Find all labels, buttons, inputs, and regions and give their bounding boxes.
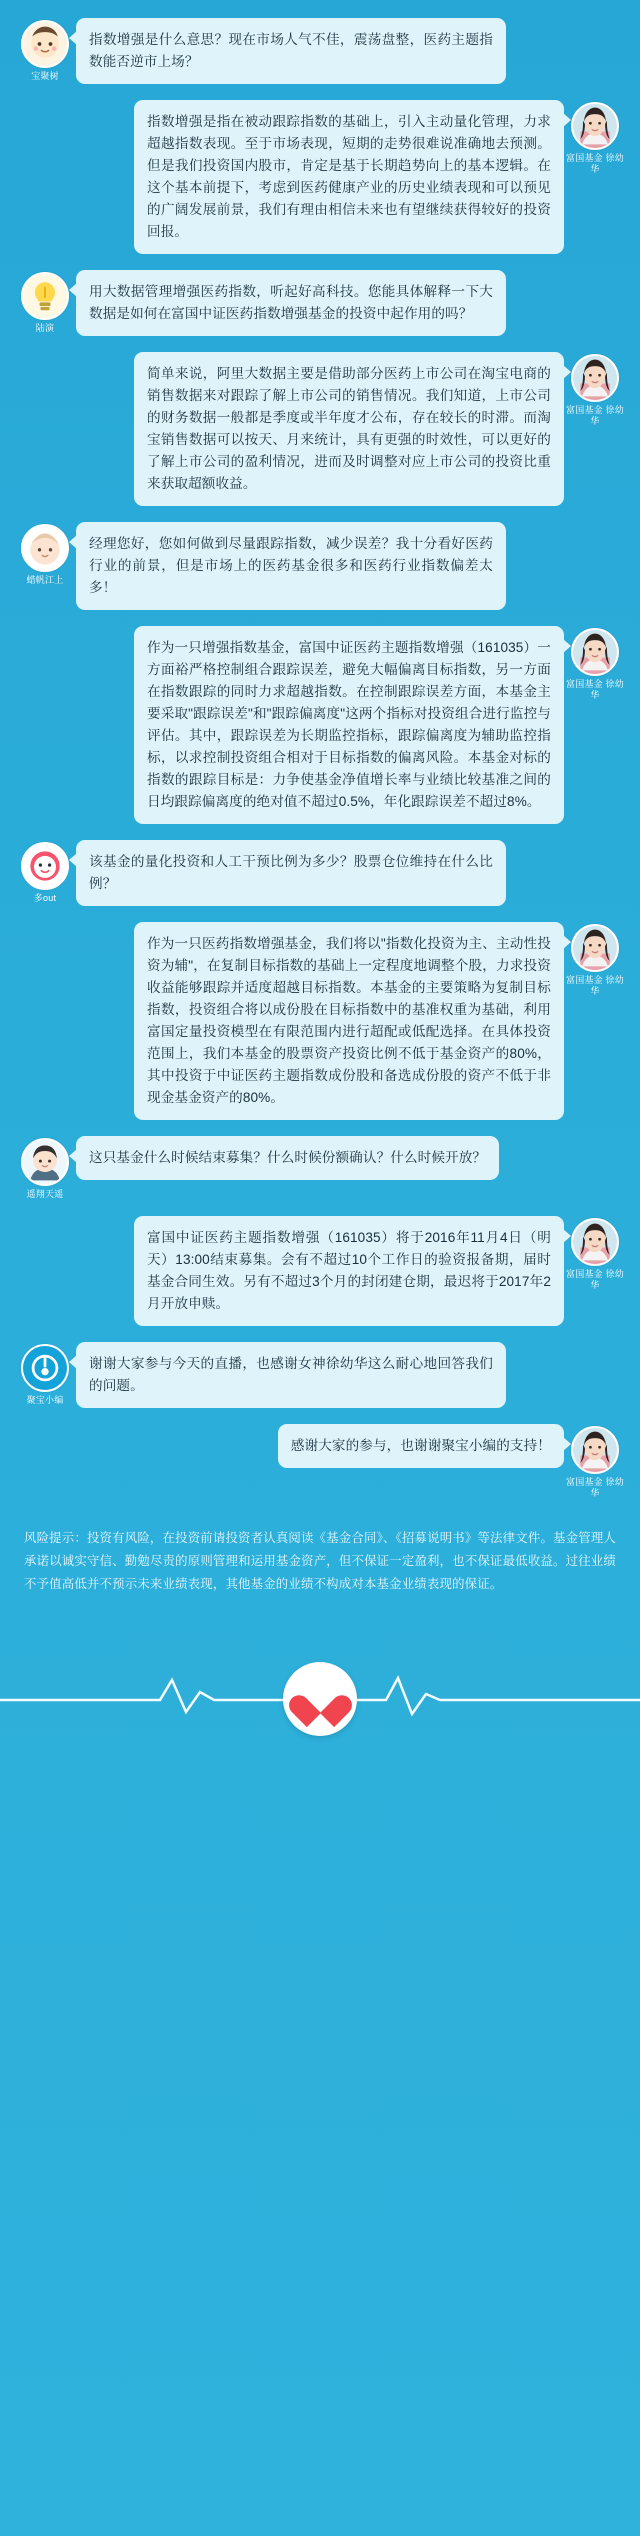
speaker-name: 富国基金 徐幼华 <box>566 1477 624 1498</box>
footer-decoration <box>0 1630 640 1750</box>
message-bubble: 这只基金什么时候结束募集？什么时候份额确认？什么时候开放？ <box>76 1136 499 1180</box>
avatar-block <box>564 626 626 701</box>
message-bubble: 感谢大家的参与，也谢谢聚宝小编的支持！ <box>278 1424 564 1468</box>
chat-message-row <box>14 1216 626 1326</box>
avatar-block <box>14 1342 76 1406</box>
avatar-block <box>14 270 76 334</box>
woman-portrait-icon[interactable] <box>571 924 619 972</box>
avatar-block <box>14 840 76 904</box>
avatar-block <box>564 1424 626 1499</box>
pink-face-icon[interactable] <box>21 842 69 890</box>
message-bubble: 作为一只增强指数基金，富国中证医药主题指数增强（161035）一方面裕严格控制组合跟踪误差，避免大幅偏离目标指数，另一方面在指数跟踪的同时力求超越指数。在控制跟踪误差方面，本基金主要采取"跟踪误差"和"跟踪偏离度"这两个指标对投资组合进行监控与评估。其中，跟踪误差为长期监控指标，跟踪偏离度为辅助监控指标，以求控制投资组合相对于目标指数的偏离风险。本基金对标的指数的跟踪目标是：力争使基金净值增长率与业绩比较基准之间的日均跟踪偏离度的绝对值不超过0.5%，年化跟踪误差不超过8%。 <box>134 626 564 824</box>
chat-message-row <box>14 840 626 906</box>
speaker-name: 富国基金 徐幼华 <box>566 975 624 996</box>
speaker-name: 陆演 <box>35 323 55 333</box>
chat-message-row <box>14 1342 626 1408</box>
woman-portrait-icon[interactable] <box>571 628 619 676</box>
avatar-block <box>564 1216 626 1291</box>
chat-message-row <box>14 18 626 84</box>
chat-message-row <box>14 522 626 610</box>
chat-message-row <box>14 1136 626 1200</box>
message-bubble: 指数增强是指在被动跟踪指数的基础上，引入主动量化管理，力求超越指数表现。至于市场表现，短期的走势很难说准确地去预测。但是我们投资国内股市，肯定是基于长期趋势向上的基本逻辑。在这个基本前提下，考虑到医药健康产业的历史业绩表现和可以预见的广阔发展前景，我们有理由相信未来也有望继续获得较好的投资回报。 <box>134 100 564 254</box>
chat-message-row <box>14 1424 626 1499</box>
woman-portrait-icon[interactable] <box>571 1426 619 1474</box>
girl-face-icon[interactable] <box>21 1138 69 1186</box>
chat-message-row <box>14 626 626 824</box>
speaker-name: 蜡帆江上 <box>26 575 64 585</box>
chat-message-row <box>14 922 626 1120</box>
avatar-block <box>564 922 626 997</box>
speaker-name: 多out <box>33 893 57 903</box>
message-bubble: 经理您好，您如何做到尽量跟踪指数，减少误差？我十分看好医药行业的前景，但是市场上的医药基金很多和医药行业指数偏差太多！ <box>76 522 506 610</box>
message-bubble: 富国中证医药主题指数增强（161035）将于2016年11月4日（明天）13:00结束募集。会有不超过10个工作日的验资报备期，届时基金合同生效。另有不超过3个月的封闭建仓期，最迟将于2017年2月开放申赎。 <box>134 1216 564 1326</box>
user-face-icon-2[interactable] <box>21 524 69 572</box>
chat-message-row <box>14 270 626 336</box>
message-bubble: 该基金的量化投资和人工干预比例为多少？股票仓位维持在什么比例？ <box>76 840 506 906</box>
speaker-name: 富国基金 徐幼华 <box>566 679 624 700</box>
woman-portrait-icon[interactable] <box>571 354 619 402</box>
lightbulb-icon[interactable] <box>21 272 69 320</box>
avatar-block <box>564 100 626 175</box>
speaker-name: 宝聚树 <box>31 71 59 81</box>
risk-disclaimer: 风险提示：投资有风险，在投资前请投资者认真阅读《基金合同》、《招募说明书》等法律文件。基金管理人承诺以诚实守信、勤勉尽责的原则管理和运用基金资产，但不保证一定盈利，也不保证最低收益。过往业绩不予值高低并不预示未来业绩表现，其他基金的业绩不构成对本基金业绩表现的保证。 <box>24 1531 616 1591</box>
message-bubble: 谢谢大家参与今天的直播，也感谢女神徐幼华这么耐心地回答我们的问题。 <box>76 1342 506 1408</box>
speaker-name: 富国基金 徐幼华 <box>566 1269 624 1290</box>
user-face-icon-1[interactable] <box>21 20 69 68</box>
avatar-block <box>14 18 76 82</box>
woman-portrait-icon[interactable] <box>571 102 619 150</box>
message-bubble: 指数增强是什么意思？现在市场人气不佳，震荡盘整，医药主题指数能否逆市上场？ <box>76 18 506 84</box>
heart-badge <box>283 1662 357 1736</box>
heart-icon <box>301 1682 339 1716</box>
woman-portrait-icon[interactable] <box>571 1218 619 1266</box>
speaker-name: 富国基金 徐幼华 <box>566 153 624 174</box>
app-logo-icon[interactable] <box>21 1344 69 1392</box>
message-bubble: 简单来说，阿里大数据主要是借助部分医药上市公司在淘宝电商的销售数据来对跟踪了解上市公司的销售情况。我们知道，上市公司的财务数据一般都是季度或半年度才公布，存在较长的时滞。而淘宝销售数据可以按天、月来统计，具有更强的时效性，可以更好的了解上市公司的盈利情况，进而及时调整对应上市公司的投资比重来获取超额收益。 <box>134 352 564 506</box>
avatar-block <box>14 522 76 586</box>
speaker-name: 聚宝小编 <box>26 1395 64 1405</box>
chat-message-row <box>14 100 626 254</box>
message-bubble: 作为一只医药指数增强基金，我们将以"指数化投资为主、主动性投资为辅"，在复制目标指数的基础上一定程度地调整个股，力求投资收益能够跟踪并适度超越目标指数。本基金的主要策略为复制目标指数，投资组合将以成份股在目标指数中的基准权重为基础，利用富国定量投资模型在有限范围内进行超配或低配选择。在具体投资范围上，我们本基金的股票资产投资比例不低于基金资产的80%，其中投资于中证医药主题指数成份股和备选成份股的资产不低于非现金基金资产的80%。 <box>134 922 564 1120</box>
chat-message-row <box>14 352 626 506</box>
speaker-name: 富国基金 徐幼华 <box>566 405 624 426</box>
message-bubble: 用大数据管理增强医药指数，听起好高科技。您能具体解释一下大数据是如何在富国中证医药指数增强基金的投资中起作用的吗？ <box>76 270 506 336</box>
speaker-name: 遥翔天遥 <box>26 1189 64 1199</box>
avatar-block <box>14 1136 76 1200</box>
avatar-block <box>564 352 626 427</box>
